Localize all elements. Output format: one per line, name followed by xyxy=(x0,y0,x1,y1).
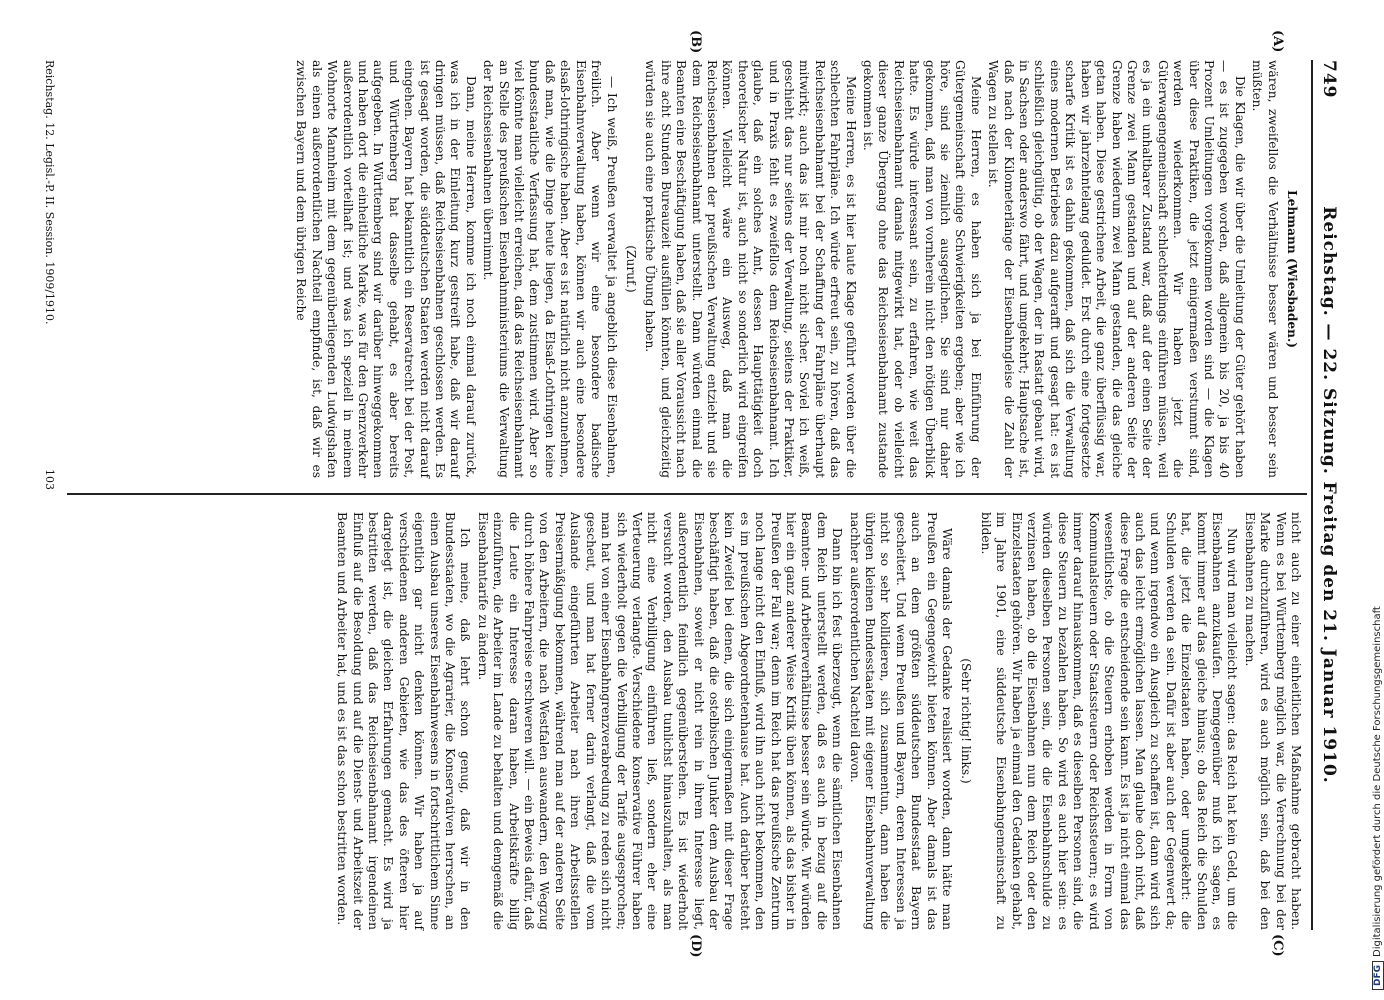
scanned-page xyxy=(43,30,1343,958)
right-column xyxy=(332,512,1303,930)
paragraph: nicht auch zu einer einheitlichen Maßnahme gebracht haben. Wenn es bei Württemberg möglich war, die Verrechnung bei der Marke durchzuführen, wird es auch möglich sein, daß bei den Eisenbahnen zu machen. xyxy=(1242,512,1303,930)
paragraph: — Ich weiß, Preußen verwaltet ja angeblich diese Eisenbahnen, freilich. Aber wenn wir eine besondere badische Eisenbahnverwaltung haben, können wir auch eine besondere elsaß-lothringische haben. Aber es ist natürlich nicht anzunehmen, daß man, wie die Dinge heute liegen, da Elsaß-Lothringen keine bundesstaatliche Verfassung hat, dem zustimmen wird. Aber so viel könnte man vielleicht erreichen, daß das Reichseisenbahnamt an Stelle des preußischen Eisenbahnministeriums die Verwaltung der Reichseisenbahnen übernimmt. xyxy=(481,60,619,478)
page-title: Reichstag. — 22. Sitzung. Freitag den 21. Januar 1910. xyxy=(1319,206,1339,784)
margin-mark-c: (C) xyxy=(1270,934,1285,957)
page-number: 749 xyxy=(1319,60,1339,99)
paragraph: Nun wird man vielleicht sagen: das Reich hat kein Geld, um die Eisenbahnen anzukaufen. Demgegenüber muß ich sagen, es kommt immer auf das gleiche hinaus; ob das Reich die Schulden hat, die jetzt die Einzelstaaten haben, oder umgekehrt: die Schulden werden da sein. Dafür ist aber auch der Gegenwert da; und wenn irgendwo ein Ausgleich zu schaffen ist, dann wird sich auch das leicht ermöglichen lassen. Man glaube doch nicht, daß diese Frage die entscheidende sein kann. Es ist ja nicht einmal das wesentlichste, ob die Steuern erhoben werden in Form von Kommunalsteuern oder Staatssteuern oder Reichssteuern; es wird immer darauf hinauskommen, daß es dieselben Personen sind, die diese Steuern zu bezahlen haben. So wird es auch hier sein: es würden dieselben Personen sein, die die Eisenbahnschulde zu verzinsen haben, ob die Eisenbahnen nun dem Reich oder den Einzelstaaten gehören. Wir haben ja einmal den Gedanken gehabt, im Jahre 1901, eine süddeutsche Eisenbahngemeinschaft zu bilden. xyxy=(978,512,1240,930)
interjection: (Sehr richtig! links.) xyxy=(959,658,974,784)
interjection: (Zuruf.) xyxy=(623,245,638,293)
paragraph: wären, zweifellos die Verhältnisse besser wären und besser sein müßten. xyxy=(1250,60,1280,478)
dfg-logo: DFG xyxy=(1372,961,1384,990)
paragraph: Wäre damals der Gedanke realisiert worden, dann hätte man Preußen ein Gegengewicht bieten können. Aber damals ist das auch an dem größten süddeutschen Bundesstaat Bayern gescheitert. Und wenn Preußen und Bayern, deren Interessen ja nicht so sehr kollidieren, sich zusammentun, dann haben die übrigen kleinen Bundesstaaten mit eigener Eisenbahnverwaltung nachher außerordentlichen Nachteil davon. xyxy=(847,512,955,930)
paragraph: Die Klagen, die wir über die Umleitung der Güter gehört haben — es ist zugegeben worden, daß allgemein bis 20, ja bis 40 Prozent Umleitungen vorgekommen worden sind — die Klagen über diese Praktiken, die jetzt einigermaßen verstummt sind, werden wiederkommen. Wir haben jetzt die Güterwagengemeinschaft schlechterdings einführen müssen, weil es ja ein unhaltbarer Zustand war, daß auf der einen Seite der Grenze zwei Mann gestanden und auf der anderen Seite der Grenze haben wiederum zwei Mann gestanden, die das gleiche getan haben. Diese gestrichene Arbeit, die ganz überflüssig war, haben wir jahrzehntelang geduldet. Erst durch eine fortgesetzte scharfe Kritik ist es dahin gekommen, daß sich die Verwaltung eines modernen Betriebes dazu aufgerafft und gesagt hat: es ist schließlich gleichgültig, ob der Wagen, der in Rastatt gebaut wird, in Sachsen oder anderswo fährt, und umgekehrt; Hauptsache ist, daß nach der Kilometerlänge der Eisenbahngleise die Zahl der Wagen zu stellen ist. xyxy=(986,60,1247,478)
column-divider xyxy=(67,493,1307,495)
digitization-credit xyxy=(1358,0,1383,1000)
footer-folio: 103 xyxy=(43,469,56,490)
margin-mark-d: (D) xyxy=(688,934,703,958)
credit-text: Digitalisierung gefördert durch die Deutsche Forschungsgemeinschaft xyxy=(1372,606,1383,957)
paragraph: Meine Herren, es ist hier laute Klage geführt worden über die schlechten Fahrpläne. Ich würde erfreut sein, zu hören, daß das Reichseisenbahnamt bei der Schaffung der Fahrpläne überhaupt mitwirkt; auch das ist mir noch nicht sicher. Soviel ich weiß, geschieht das nur seitens der Verwaltung, seitens der Praktiker, und in Praxis fehlt es zweifellos dem Reichseisenbahnamt. Ich glaube, daß ein solches Amt, dessen Haupttätigkeit doch theoretischer Natur ist, auch nicht so sonderlich wird eingreifen können. Vielleicht wäre ein Ausweg, daß man die Reichseisenbahnen der preußischen Verwaltung entzieht und sie dem Reichseisenbahnamt unterstellt. Dann würden einmal die Beamten eine Beschäftigung haben, daß sie aller Voraussicht nach ihre acht Stunden Bureauzeit ausfüllen könnten, und gleichzeitig würden sie auch eine praktische Übung haben. xyxy=(643,60,858,478)
left-column xyxy=(291,60,1303,478)
margin-mark-a: (A) xyxy=(1270,30,1285,53)
speaker-name: Lehmann (Wiesbaden.) xyxy=(1285,190,1299,348)
footer-session-info: Reichstag. 12. Legisl.-P. II. Session. 1909/1910. xyxy=(43,60,56,325)
paragraph: Dann bin ich fest überzeugt, wenn die sämtlichen Eisenbahnen dem Reich unterstellt werden, daß es auch in bezug auf die Beamten- und Arbeiterverhältnisse besser sein würde. Wir würden hier ein ganz anderer Weise Kritik üben können, als das bisher in Preußen der Fall war; denn im Reich hat das preußische Zentrum noch lange nicht den Einfluß, wird ihn auch nicht bekommen, den es im preußischen Abgeordnetenhause hat. Auch darüber besteht kein Zweifel bei denen, die sich einigermaßen mit dieser Frage beschäftigt haben, daß die ostelbischen Junker dem Ausbau der Eisenbahnen, soweit er nicht rein in ihrem Interesse liegt, außerordentlich feindlich gegenüberstehen. Es ist wiederholt versucht worden, den Ausbau tunlichst hinauszuhalten, als man nicht eine Verbilligung einführen ließ, sondern eher eine Verteuerung verlangte. Verschiedene konservative Führer haben sich wiederholt gegen die Verbilligung der Tarife ausgesprochen; man hat von einer Eisenbahngrenzverabredung zu reden sich nicht gescheut, und man hat ferner darin verlangt, daß die vom Auslande eingeführten Arbeiter nach ihren Arbeitsstellen Preisermäßigung bekommen, während man auf der anderen Seite von den Arbeitern, die nach Westfalen auswandern, den Wegzug durch höhere Fahrpreise erschweren will. — ein Beweis dafür, daß die Leute ein Interesse daran haben, Arbeitskräfte billig einzuführen, die Arbeiter im Lande zu behalten und demgemäß die Eisenbahntarife zu ändern. xyxy=(475,512,845,930)
margin-mark-b: (B) xyxy=(688,30,703,54)
page-header xyxy=(1311,60,1343,930)
paragraph: Ich meine, daß lehrt schon genug, daß wir in den Bundesstaaten, wo die Agrarier, die Konservativen herrschen, an einen Ausbau unseres Eisenbahnwesens in fortschrittlichem Sinne eigentlich gar nicht denken können. Wir haben ja auf verschiedenen anderen Gebieten, wie das des öfteren hier dargelegt ist, die gleichen Erfahrungen gemacht. Es wird ja bestritten werden, daß das Reichseisenbahnamt irgendeinen Einfluß auf die Besoldung und auf die Dienst- und Arbeitszeit der Beamten und Arbeiter hat, und es ist das schon bestritten worden. xyxy=(335,512,473,930)
paragraph: Dann, meine Herren, komme ich noch einmal darauf zurück, was ich in der Einleitung kurz gestreift habe, daß wir darauf dringen müssen, daß Reichseisenbahnen geschlossen werden. Es ist gesagt worden, die süddeutschen Staaten werden nicht darauf eingehen. Bayern hat bekanntlich ein Reservatrecht bei der Post, und Württemberg hat dasselbe gehabt, es aber bereits aufgegeben. In Württemberg sind wir darüber hinweggekommen und haben dort die einheitliche Marke, was für den Grenzverkehr außerordentlich vorteilhaft ist; und was ich speziell in meinem Wohnorte Mannheim mit dem gegenüberliegenden Ludwigshafen als einen außerordentlichen Nachteil empfinde, ist, daß wir es zwischen Bayern und dem übrigen Reiche xyxy=(294,60,478,478)
paragraph: Meine Herren, es haben sich ja bei Einführung der Gütergemeinschaft einige Schwierigkeiten ergeben; aber wie ich höre, sind sie ziemlich ausgeglichen. Sie sind nur daher gekommen, daß man von vornherein nicht den nötigen Überblick hatte. Es würde interessant sein, zu erfahren, wie weit das Reichseisenbahnamt damals mitgewirkt hat, oder ob vielleicht dieser ganze Übergang ohne das Reichseisenbahnamt zustande gekommen ist. xyxy=(861,60,983,478)
